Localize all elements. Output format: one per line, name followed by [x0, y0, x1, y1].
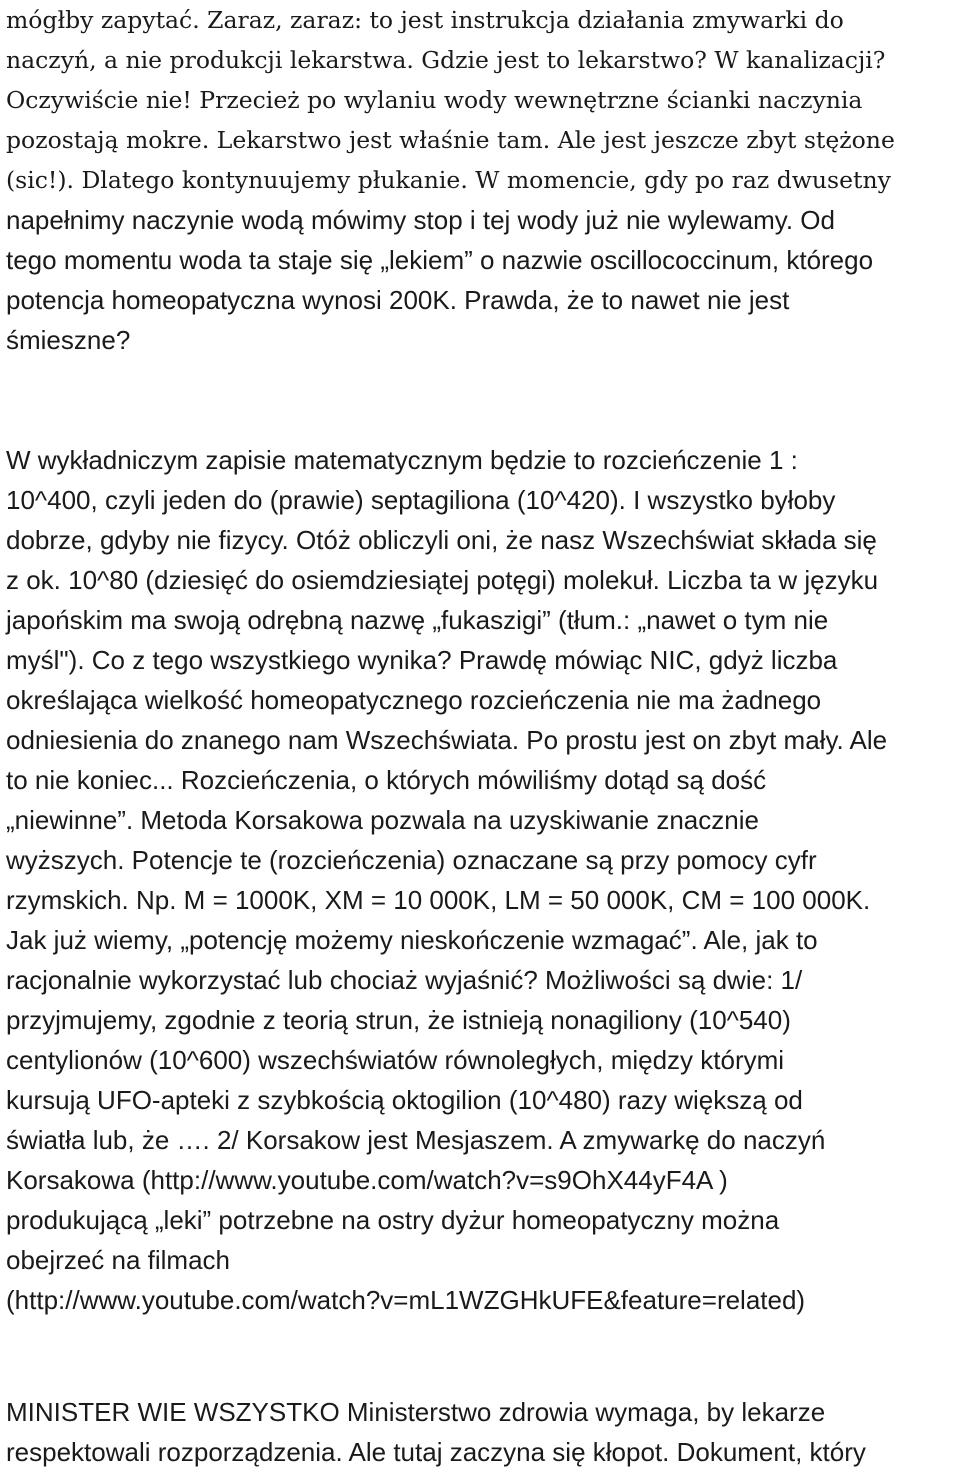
text-line: Jak już wiemy, „potencję możemy nieskończenie wzmagać”. Ale, jak to — [6, 925, 818, 955]
text-line: kursują UFO-apteki z szybkością oktogilion (10^480) razy większą od — [6, 1085, 803, 1115]
text-line: Korsakowa (http://www.youtube.com/watch?v=s9OhX44yF4A ) — [6, 1165, 728, 1195]
text-line: pozostają mokre. Lekarstwo jest właśnie tam. Ale jest jeszcze zbyt stężone — [6, 126, 895, 154]
text-line: (sic!). Dlatego kontynuujemy płukanie. W momencie, gdy po raz dwusetny — [6, 166, 891, 194]
text-line: myśl"). Co z tego wszystkiego wynika? Prawdę mówiąc NIC, gdyż liczba — [6, 645, 838, 675]
text-line: MINISTER WIE WSZYSTKO Ministerstwo zdrowia wymaga, by lekarze — [6, 1397, 826, 1427]
text-line: obejrzeć na filmach — [6, 1245, 230, 1275]
text-line: respektowali rozporządzenia. Ale tutaj zaczyna się kłopot. Dokument, który — [6, 1437, 866, 1467]
text-line: rzymskich. Np. M = 1000K, XM = 10 000K, LM = 50 000K, CM = 100 000K. — [6, 885, 871, 915]
text-line: (http://www.youtube.com/watch?v=mL1WZGHkUFE&feature=related) — [6, 1285, 806, 1315]
text-line: centylionów (10^600) wszechświatów równoległych, między którymi — [6, 1045, 785, 1075]
text-line: japońskim ma swoją odrębną nazwę „fukaszigi” (tłum.: „nawet o tym nie — [6, 605, 829, 635]
text-line: to nie koniec... Rozcieńczenia, o których mówiliśmy dotąd są dość — [6, 765, 767, 795]
text-line: śmieszne? — [6, 325, 131, 355]
text-line: z ok. 10^80 (dziesięć do osiemdziesiątej potęgi) molekuł. Liczba ta w języku — [6, 565, 879, 595]
text-line: określająca wielkość homeopatycznego rozcieńczenia nie ma żadnego — [6, 685, 822, 715]
text-line: racjonalnie wykorzystać lub chociaż wyjaśnić? Możliwości są dwie: 1/ — [6, 965, 803, 995]
text-line: „niewinne”. Metoda Korsakowa pozwala na uzyskiwanie znacznie — [6, 805, 759, 835]
text-line: 10^400, czyli jeden do (prawie) septagiliona (10^420). I wszystko byłoby — [6, 485, 836, 515]
text-line: Oczywiście nie! Przecież po wylaniu wody wewnętrzne ścianki naczynia — [6, 86, 863, 114]
text-line: przyjmujemy, zgodnie z teorią strun, że istnieją nonagiliony (10^540) — [6, 1005, 791, 1035]
text-line: napełnimy naczynie wodą mówimy stop i tej wody już nie wylewamy. Od — [6, 205, 835, 235]
text-line: naczyń, a nie produkcji lekarstwa. Gdzie jest to lekarstwo? W kanalizacji? — [6, 46, 886, 74]
text-line: mógłby zapytać. Zaraz, zaraz: to jest instrukcja działania zmywarki do — [6, 6, 844, 34]
text-line: potencja homeopatyczna wynosi 200K. Prawda, że to nawet nie jest — [6, 285, 790, 315]
text-line: wyższych. Potencje te (rozcieńczenia) oznaczane są przy pomocy cyfr — [6, 845, 817, 875]
text-line: produkującą „leki” potrzebne na ostry dyżur homeopatyczny można — [6, 1205, 780, 1235]
text-line: W wykładniczym zapisie matematycznym będzie to rozcieńczenie 1 : — [6, 445, 798, 475]
text-line: światła lub, że …. 2/ Korsakow jest Mesjaszem. A zmywarkę do naczyń — [6, 1125, 826, 1155]
text-line: tego momentu woda ta staje się „lekiem” o nazwie oscillococcinum, którego — [6, 245, 874, 275]
text-line: odniesienia do znanego nam Wszechświata. Po prostu jest on zbyt mały. Ale — [6, 725, 888, 755]
text-line: dobrze, gdyby nie fizycy. Otóż obliczyli oni, że nasz Wszechświat składa się — [6, 525, 877, 555]
